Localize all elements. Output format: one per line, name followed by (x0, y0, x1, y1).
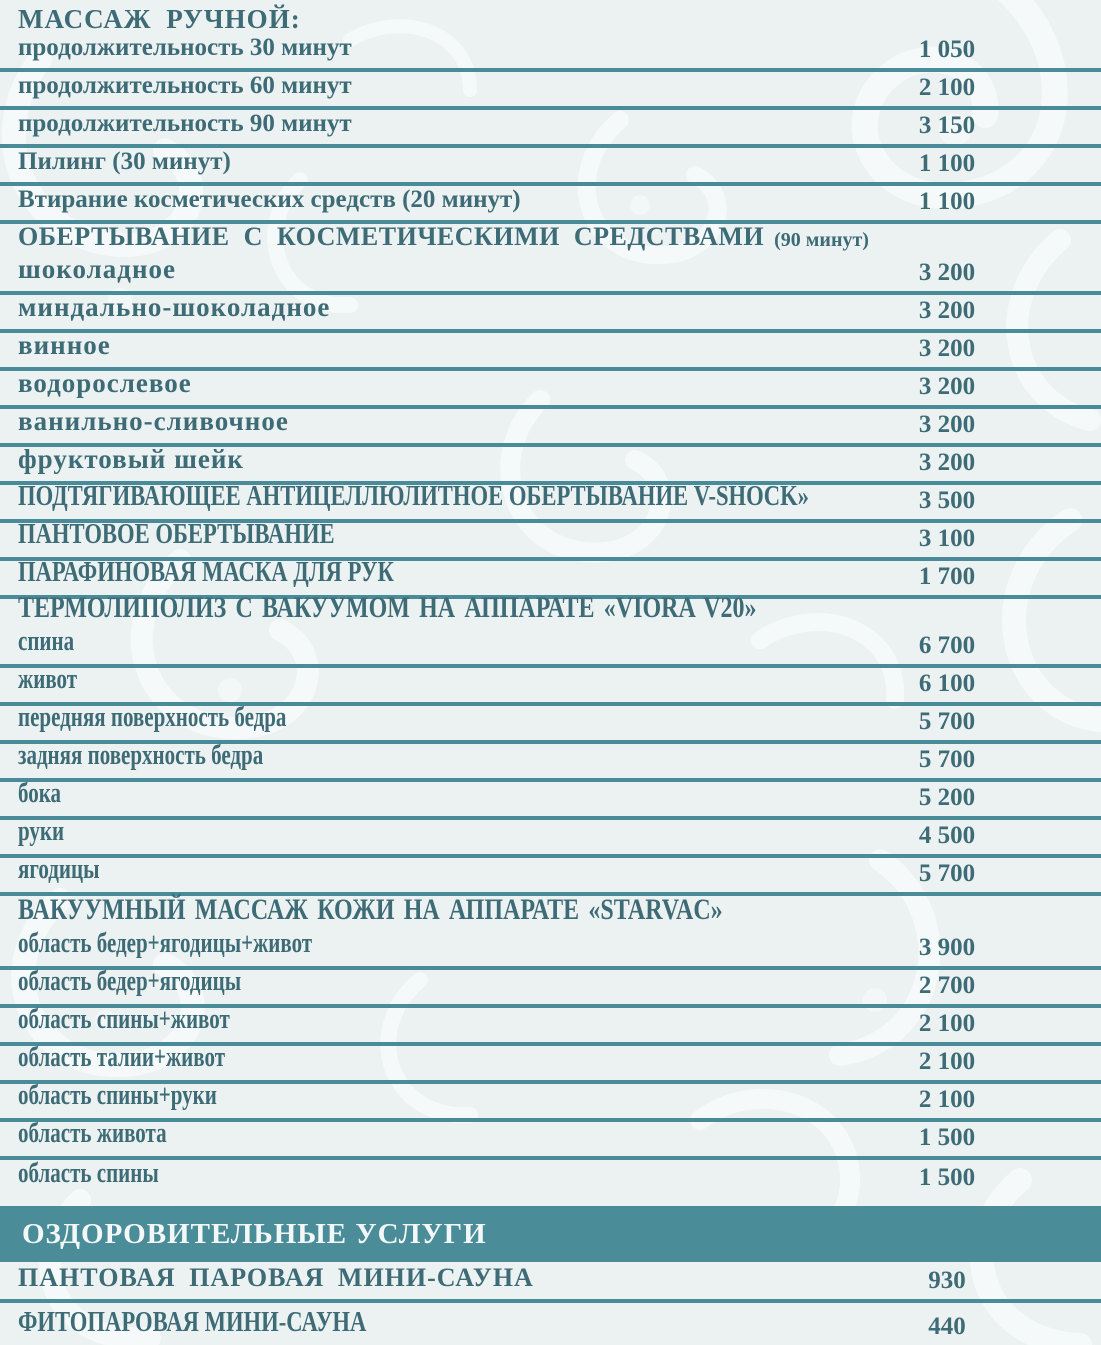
service-label: Пилинг (30 минут) (18, 148, 231, 175)
spacer (0, 1196, 1101, 1206)
service-price: 2 100 (918, 1086, 976, 1113)
service-label: руки (18, 816, 65, 847)
service-price: 1 700 (918, 563, 976, 590)
service-label: ПОДТЯГИВАЮЩЕЕ АНТИЦЕЛЛЮЛИТНОЕ ОБЕРТЫВАНИЕ V-SHOCK» (18, 480, 809, 512)
service-label: область талии+живот (18, 1042, 226, 1073)
section-title-vacuum-massage (0, 893, 1101, 932)
section-banner-wellness (0, 1206, 1101, 1262)
service-price: 2 100 (918, 1048, 976, 1075)
price-row (0, 330, 1101, 371)
price-row (0, 626, 1101, 668)
price-row (0, 740, 1101, 782)
service-label: шоколадное (18, 254, 176, 284)
service-price: 2 100 (918, 74, 976, 101)
price-row (0, 1042, 1101, 1084)
service-price: 1 100 (918, 150, 976, 177)
section-title-text: ТЕРМОЛИПОЛИЗ С ВАКУУМОМ НА АППАРАТЕ «VIORA V20» (18, 591, 757, 624)
service-price: 1 500 (918, 1164, 976, 1191)
price-row (0, 1004, 1101, 1046)
service-label: ПАНТОВОЕ ОБЕРТЫВАНИЕ (18, 518, 335, 550)
service-price: 2 100 (918, 1010, 976, 1037)
service-price: 3 200 (918, 449, 976, 476)
section-banner-text: ОЗДОРОВИТЕЛЬНЫЕ УСЛУГИ (22, 1217, 487, 1250)
price-row (0, 1118, 1101, 1160)
service-label: задняя поверхность бедра (18, 740, 264, 771)
price-row (0, 368, 1101, 409)
section-title-text: ОБЕРТЫВАНИЕ С КОСМЕТИЧЕСКИМИ СРЕДСТВАМИ (18, 222, 765, 251)
section-title-text: МАССАЖ РУЧНОЙ: (18, 4, 301, 34)
service-price: 1 500 (918, 1124, 976, 1151)
price-row (0, 1080, 1101, 1122)
service-label: область живота (18, 1118, 167, 1149)
service-price: 3 150 (918, 112, 976, 139)
service-label: миндально-шоколадное (18, 292, 331, 322)
price-row (0, 34, 1101, 72)
service-price: 3 200 (918, 297, 976, 324)
service-price: 3 200 (918, 411, 976, 438)
service-label: ПАНТОВАЯ ПАРОВАЯ МИНИ-САУНА (18, 1263, 534, 1292)
service-price: 5 700 (918, 746, 976, 773)
service-label: ФИТОПАРОВАЯ МИНИ-САУНА (18, 1306, 367, 1338)
service-price: 3 200 (918, 335, 976, 362)
price-row (0, 928, 1101, 970)
service-label: Втирание косметических средств (20 минут) (18, 186, 521, 213)
service-price: 5 700 (918, 708, 976, 735)
service-price: 4 500 (918, 822, 976, 849)
service-label: продолжительность 60 минут (18, 72, 352, 99)
service-price: 1 100 (918, 188, 976, 215)
service-label: передняя поверхность бедра (18, 702, 287, 733)
service-label: фруктовый шейк (18, 444, 244, 474)
service-label: водорослевое (18, 368, 192, 398)
service-price: 930 (928, 1267, 966, 1294)
price-row (0, 664, 1101, 706)
section-title-thermolipolysis (0, 591, 1101, 630)
service-label: область бедер+ягодицы+живот (18, 928, 313, 959)
service-price: 3 200 (918, 259, 976, 286)
price-row (0, 778, 1101, 820)
service-label: спина (18, 626, 75, 657)
price-row (0, 816, 1101, 858)
price-row (0, 292, 1101, 333)
service-price: 3 200 (918, 373, 976, 400)
service-label: продолжительность 30 минут (18, 34, 352, 61)
price-row (0, 1262, 1101, 1303)
service-price: 6 700 (918, 632, 976, 659)
price-row (0, 406, 1101, 447)
price-row (0, 702, 1101, 744)
price-row (0, 110, 1101, 148)
service-label: ПАРАФИНОВАЯ МАСКА ДЛЯ РУК (18, 556, 394, 588)
service-price: 3 500 (918, 487, 976, 514)
service-label: живот (18, 664, 78, 695)
service-price: 5 700 (918, 860, 976, 887)
service-label: ванильно-сливочное (18, 406, 289, 436)
price-row (0, 854, 1101, 896)
price-row (0, 186, 1101, 224)
service-price: 440 (928, 1313, 966, 1340)
service-price: 6 100 (918, 670, 976, 697)
price-row (0, 72, 1101, 110)
service-label: продолжительность 90 минут (18, 110, 352, 137)
service-price: 1 050 (918, 36, 976, 63)
service-price: 2 700 (918, 972, 976, 999)
service-label: область бедер+ягодицы (18, 966, 242, 997)
service-label: винное (18, 330, 111, 360)
section-title-suffix: (90 минут) (774, 229, 869, 251)
service-label: бока (18, 778, 62, 809)
section-title-wraps (0, 224, 1101, 257)
service-price: 3 100 (918, 525, 976, 552)
service-price: 5 200 (918, 784, 976, 811)
service-label: область спины (18, 1158, 159, 1189)
service-price: 3 900 (918, 934, 976, 961)
service-label: область спины+живот (18, 1004, 230, 1035)
price-row (0, 1303, 1101, 1345)
price-row (0, 254, 1101, 295)
section-title-text: ВАКУУМНЫЙ МАССАЖ КОЖИ НА АППАРАТЕ «STARVAC» (18, 893, 723, 926)
service-label: область спины+руки (18, 1080, 217, 1111)
price-row (0, 148, 1101, 186)
price-row (0, 966, 1101, 1008)
price-row (0, 1160, 1101, 1196)
service-label: ягодицы (18, 854, 100, 885)
